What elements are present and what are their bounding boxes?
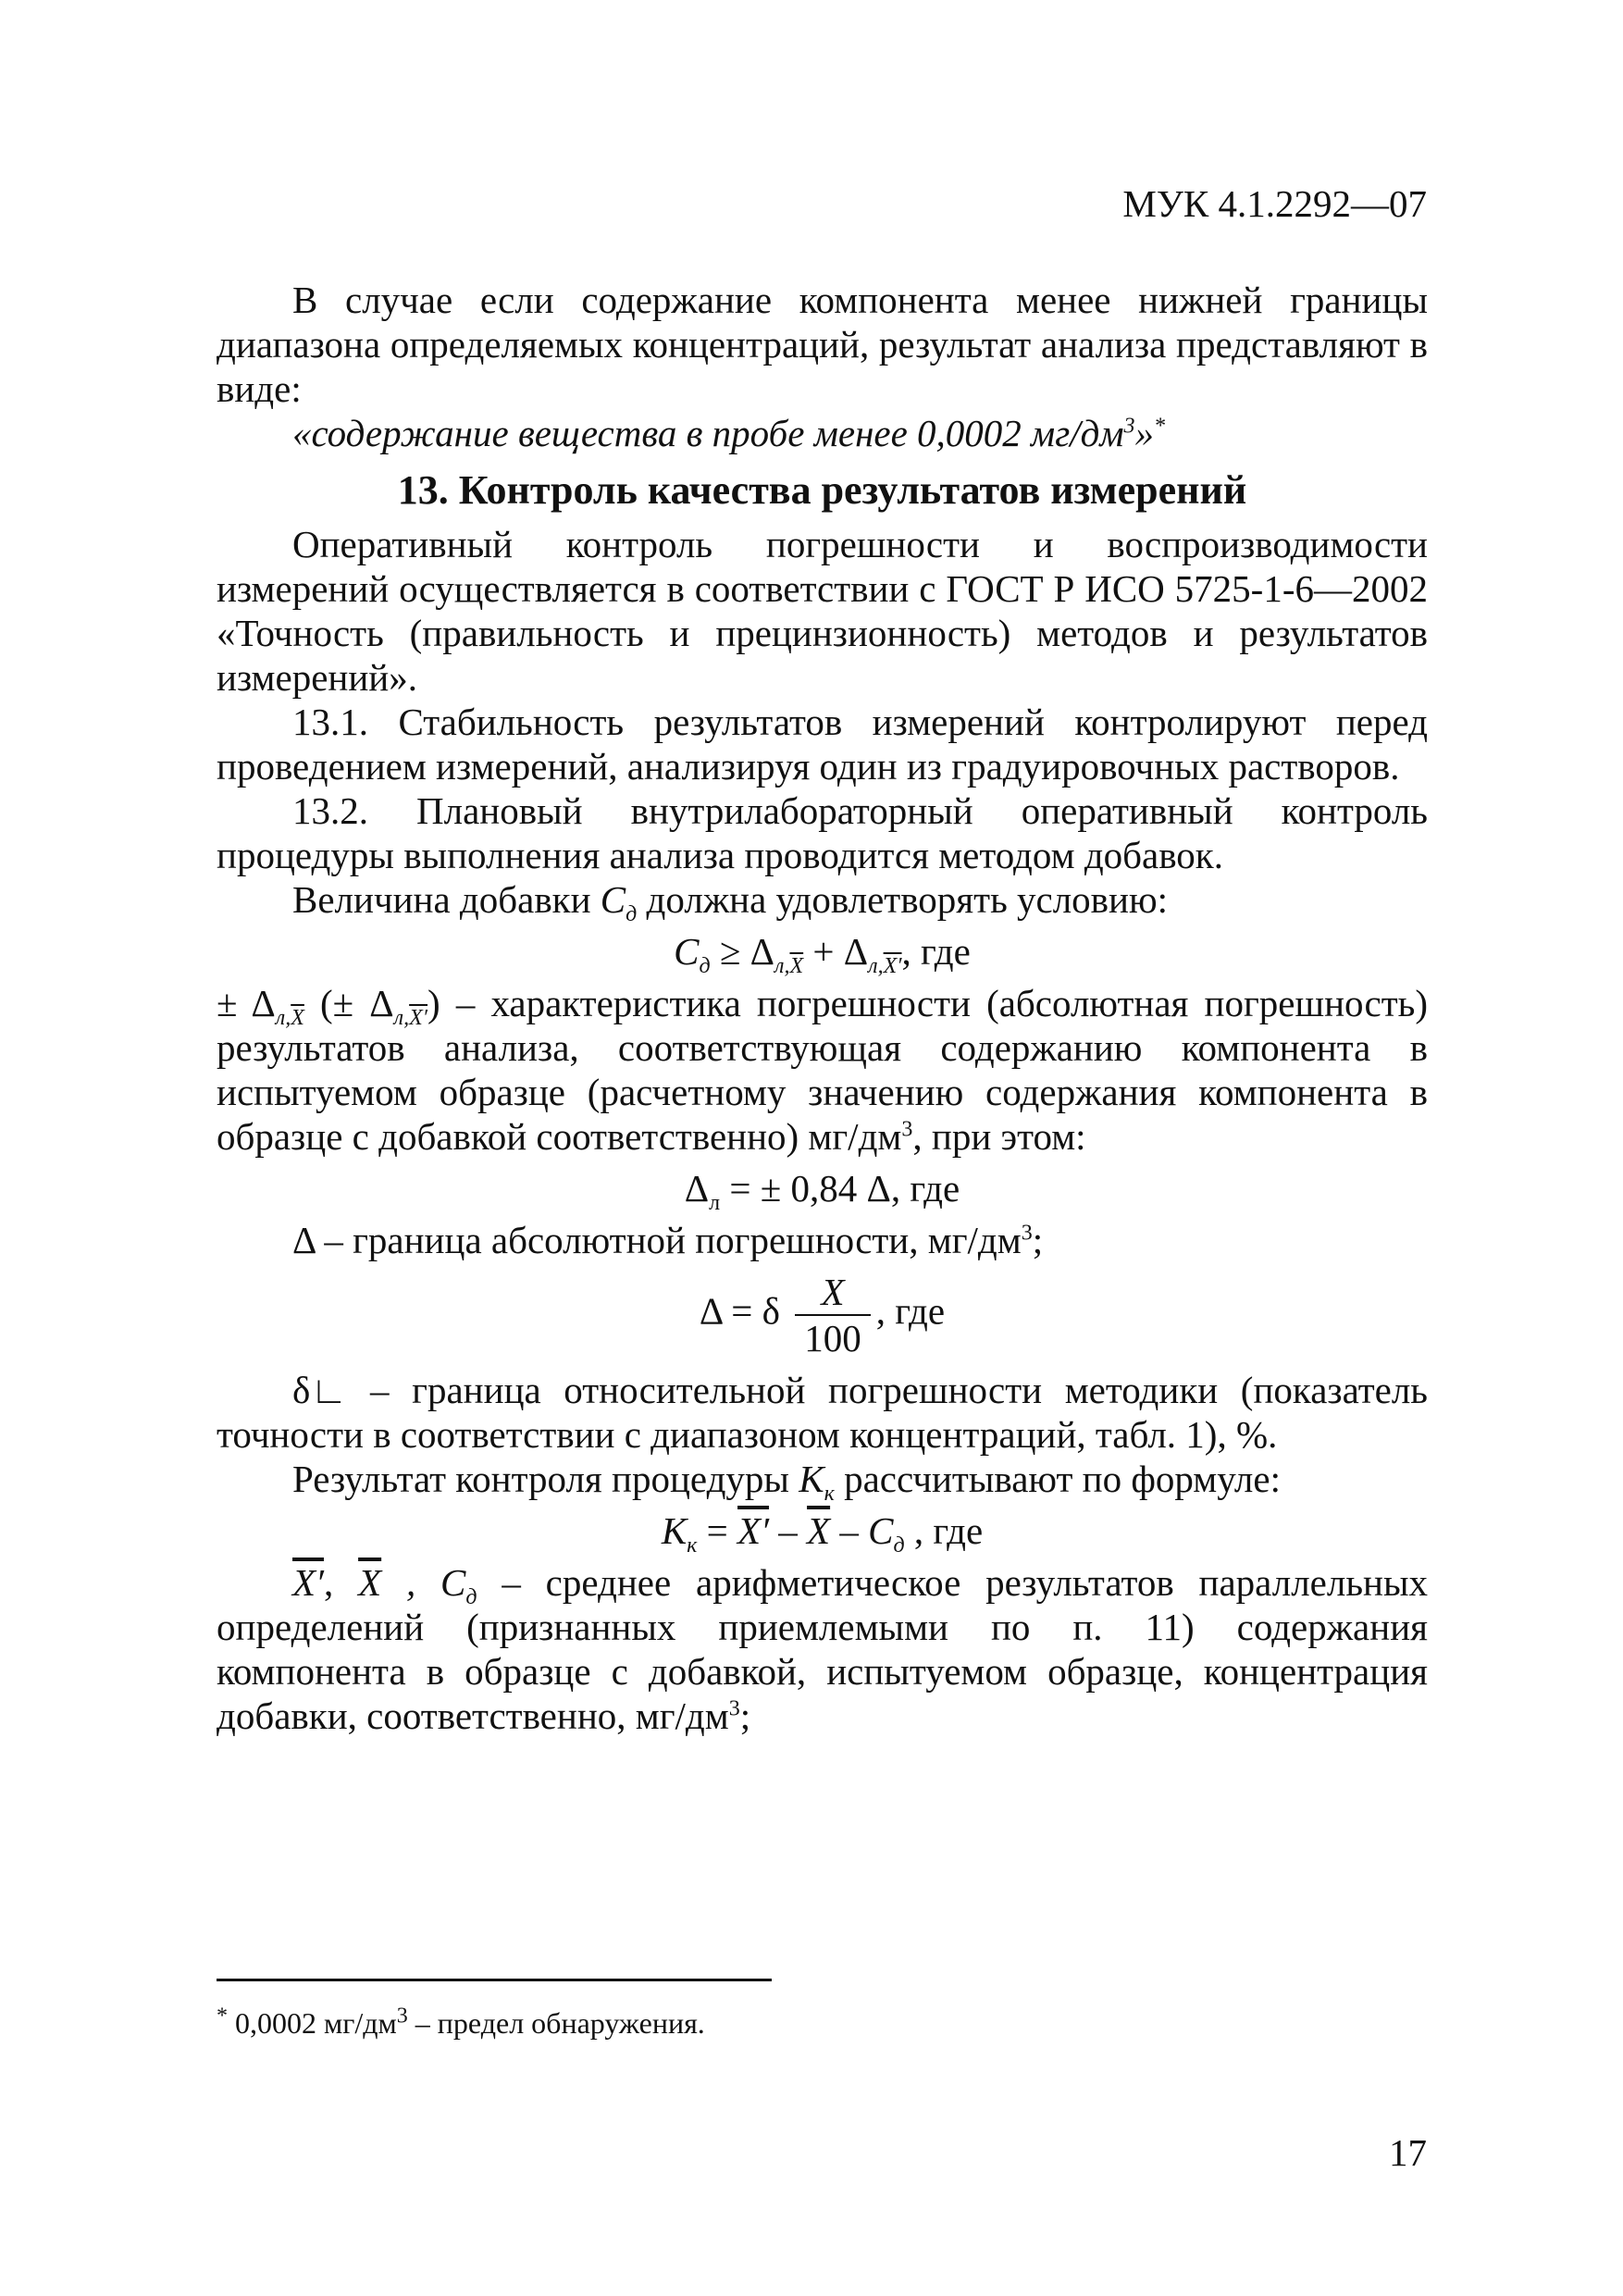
def1-sub-a-l: л, [275, 1006, 291, 1031]
var-c: C [600, 878, 626, 921]
footnote-text: 0,0002 мг/дм [228, 2006, 397, 2040]
section-title: 13. Контроль качества результатов измерений [397, 467, 1247, 513]
f2-rhs: = ± 0,84 Δ, где [720, 1167, 960, 1210]
section-paragraph-1: Оперативный контроль погрешности и воспроизводимости измерений осуществляется в соответствии с ГОСТ Р ИСО 5725-1-6—2002 «Точность (правильность и прецинзионность) методов и результатов измерений». [217, 523, 1428, 699]
formula-kk [217, 1508, 1428, 1558]
f1-term2-sub-l: л, [868, 954, 884, 979]
f3-where: , где [875, 1289, 946, 1333]
f3-denominator: 100 [804, 1317, 861, 1359]
f2-lhs: Δ [684, 1167, 710, 1210]
f3-numerator: X [795, 1270, 871, 1316]
f4-x2: $\overline{X}$ [807, 1509, 831, 1552]
f4-minus2: – C [830, 1509, 894, 1552]
footnote-sup: 3 [396, 2004, 408, 2029]
document-code: МУК 4.1.2292—07 [1122, 182, 1427, 225]
intro-paragraph: В случае если содержание компонента менее нижней границы диапазона определяемых концентраций, результат анализа представляют в виде: [217, 279, 1428, 410]
f1-term1-x: $\overline{X}$ [789, 954, 804, 979]
f1-term2-sub [868, 954, 901, 978]
def1-sub-a-x: $\overline{X}$ [291, 1006, 304, 1031]
unit-exponent: 3 [1123, 414, 1135, 439]
definition-delta [217, 1218, 1428, 1262]
f1-lhs: C [674, 930, 700, 973]
result-statement-end: » [1134, 412, 1155, 454]
f4-c-sub: д [893, 1533, 905, 1558]
f1-op: ≥ Δ [710, 930, 774, 973]
def4-sup: 3 [728, 1696, 740, 1721]
f1-lhs-sub: д [699, 954, 711, 979]
f4-minus1: – [769, 1509, 808, 1552]
footnote-separator [217, 1979, 772, 1981]
footnote [217, 2006, 705, 2041]
def1-sub-b-l: л, [393, 1006, 410, 1031]
def4-x2: $\overline{X}$ [358, 1561, 382, 1604]
p5-a: Результат контроля процедуры [292, 1458, 799, 1500]
additive-text-end: должна удовлетворять условию: [637, 878, 1168, 921]
f3-lhs: Δ = δ [699, 1289, 790, 1333]
definition-delta-l [217, 981, 1428, 1159]
def1-a: ± Δ [217, 982, 276, 1024]
p5-b: рассчитывают по формуле: [834, 1458, 1281, 1500]
f4-lhs: K [661, 1509, 688, 1552]
def4-c: , C [381, 1561, 466, 1604]
p5-var-sub: к [824, 1482, 835, 1507]
section-paragraph-3: 13.2. Плановый внутрилабораторный оперативный контроль процедуры выполнения анализа проводится методом добавок. [217, 789, 1428, 876]
footnote-mark-symbol: * [217, 2004, 228, 2029]
def2-sup: 3 [1021, 1221, 1033, 1246]
control-paragraph [217, 1457, 1428, 1507]
def4-text: – среднее арифметическое результатов параллельных определений (признанных приемлемыми по п. 11) содержания компонента в образце с добавкой, испытуемом образце, концентрация добавки, соответственно, мг/дм [217, 1561, 1428, 1737]
f4-lhs-sub: к [687, 1533, 698, 1558]
formula-condition [217, 929, 1428, 979]
var-c-sub: д [626, 902, 638, 927]
f1-plus: + Δ [803, 930, 869, 973]
def1-b: (± Δ [304, 982, 394, 1024]
p5-var: K [799, 1458, 824, 1500]
f1-term1-sub-l: л, [774, 954, 790, 979]
def4-end: ; [739, 1694, 751, 1737]
f2-lhs-sub: л [709, 1191, 721, 1216]
definition-delta-rel: δ∟ – граница относительной погрешности методики (показатель точности в соответствии с диапазоном концентраций, табл. 1), %. [217, 1369, 1428, 1456]
def2-end: ; [1032, 1219, 1044, 1261]
additive-paragraph [217, 877, 1428, 927]
result-statement-text: «содержание вещества в пробе менее 0,0002 мг/дм [292, 412, 1124, 454]
footnote-text-end: – предел обнаружения. [407, 2006, 705, 2040]
formula-delta-l [217, 1166, 1428, 1216]
f4-where: , где [904, 1509, 984, 1552]
result-statement [217, 411, 1428, 455]
f4-eq: = [697, 1509, 738, 1552]
footnote-mark: * [1154, 414, 1166, 439]
f3-fraction [795, 1270, 871, 1360]
def4-c-sub: д [465, 1585, 477, 1610]
additive-text: Величина добавки [292, 878, 601, 921]
def1-text: – характеристика погрешности (абсолютная погрешность) результатов анализа, соответствующая содержанию компонента в испытуемом образце (расчетному значению содержания компонента в образце с добавкой соответственно) мг/дм [217, 982, 1428, 1158]
def4-x1: X′ [292, 1561, 325, 1604]
section-paragraph-2: 13.1. Стабильность результатов измерений контролируют перед проведением измерений, анализируя один из градуировочных растворов. [217, 701, 1428, 788]
def1-c: ) [427, 982, 440, 1024]
def2-text: Δ – граница абсолютной погрешности, мг/дм [292, 1219, 1022, 1261]
definition-means [217, 1560, 1428, 1738]
f1-where: , где [901, 930, 971, 973]
formula-delta [217, 1270, 1428, 1360]
def1-sub-b-x: X′ [409, 1006, 428, 1031]
f1-term1-sub [774, 954, 803, 978]
def1-end: , при этом: [912, 1115, 1086, 1158]
def4-sep: , [324, 1561, 359, 1604]
page-number: 17 [1389, 2131, 1427, 2174]
body-text [217, 278, 1428, 1738]
f4-x1: X′ [737, 1509, 770, 1552]
f1-term2-x: X′ [883, 954, 902, 979]
def1-sup: 3 [901, 1117, 913, 1142]
